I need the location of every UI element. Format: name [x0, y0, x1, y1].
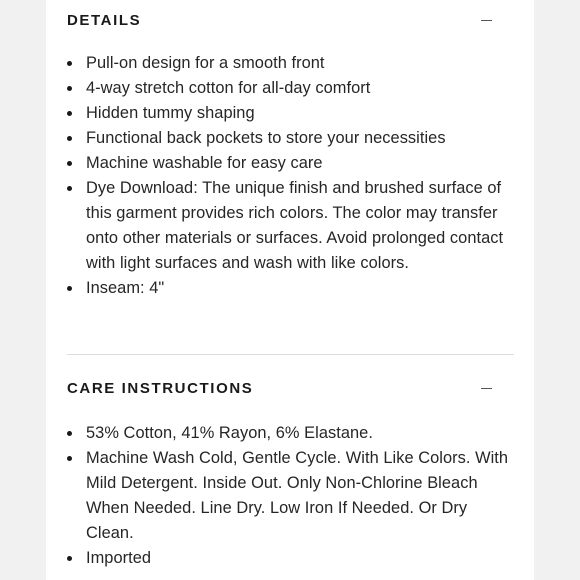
details-list: [67, 51, 514, 301]
list-item: [67, 51, 514, 76]
bullet-icon: [67, 431, 72, 436]
list-item-text: Machine washable for easy care: [86, 154, 323, 172]
list-item-text: Inseam: 4": [86, 279, 165, 297]
collapse-minus-icon[interactable]: [481, 388, 492, 389]
care-list: [67, 421, 514, 571]
details-title: DETAILS: [67, 11, 142, 29]
list-item-text: Dye Download: The unique finish and brushed surface of this garment provides rich colors. The color may transfer onto other materials or surfaces. Avoid prolonged contact with light surfaces and wash with like colors.: [86, 179, 504, 272]
list-item-text: Imported: [86, 549, 152, 567]
list-item: [67, 76, 514, 101]
bullet-icon: [67, 61, 72, 66]
list-item-text: 4-way stretch cotton for all-day comfort: [86, 79, 371, 97]
section-divider: [67, 354, 514, 355]
care-title: CARE INSTRUCTIONS: [67, 379, 254, 397]
list-item: [67, 101, 514, 126]
list-item-text: Functional back pockets to store your necessities: [86, 129, 446, 147]
list-item: [67, 176, 514, 276]
list-item-text: Hidden tummy shaping: [86, 104, 255, 122]
list-item: [67, 421, 514, 446]
bullet-icon: [67, 161, 72, 166]
care-section: [67, 373, 514, 571]
list-item: [67, 276, 514, 301]
bullet-icon: [67, 136, 72, 141]
details-section: [67, 5, 514, 301]
list-item-text: Pull-on design for a smooth front: [86, 54, 325, 72]
list-item: [67, 546, 514, 571]
bullet-icon: [67, 286, 72, 291]
list-item: [67, 446, 514, 546]
list-item-text: 53% Cotton, 41% Rayon, 6% Elastane.: [86, 424, 373, 442]
list-item-text: Machine Wash Cold, Gentle Cycle. With Like Colors. With Mild Detergent. Inside Out. Only Non-Chlorine Bleach When Needed. Line Dry. Low Iron If Needed. Or Dry Clean.: [86, 449, 509, 542]
details-accordion-header[interactable]: [67, 5, 514, 35]
bullet-icon: [67, 186, 72, 191]
product-info-panel: [46, 0, 534, 580]
bullet-icon: [67, 556, 72, 561]
care-accordion-header[interactable]: [67, 373, 514, 403]
collapse-minus-icon[interactable]: [481, 20, 492, 21]
bullet-icon: [67, 111, 72, 116]
bullet-icon: [67, 456, 72, 461]
bullet-icon: [67, 86, 72, 91]
list-item: [67, 151, 514, 176]
list-item: [67, 126, 514, 151]
